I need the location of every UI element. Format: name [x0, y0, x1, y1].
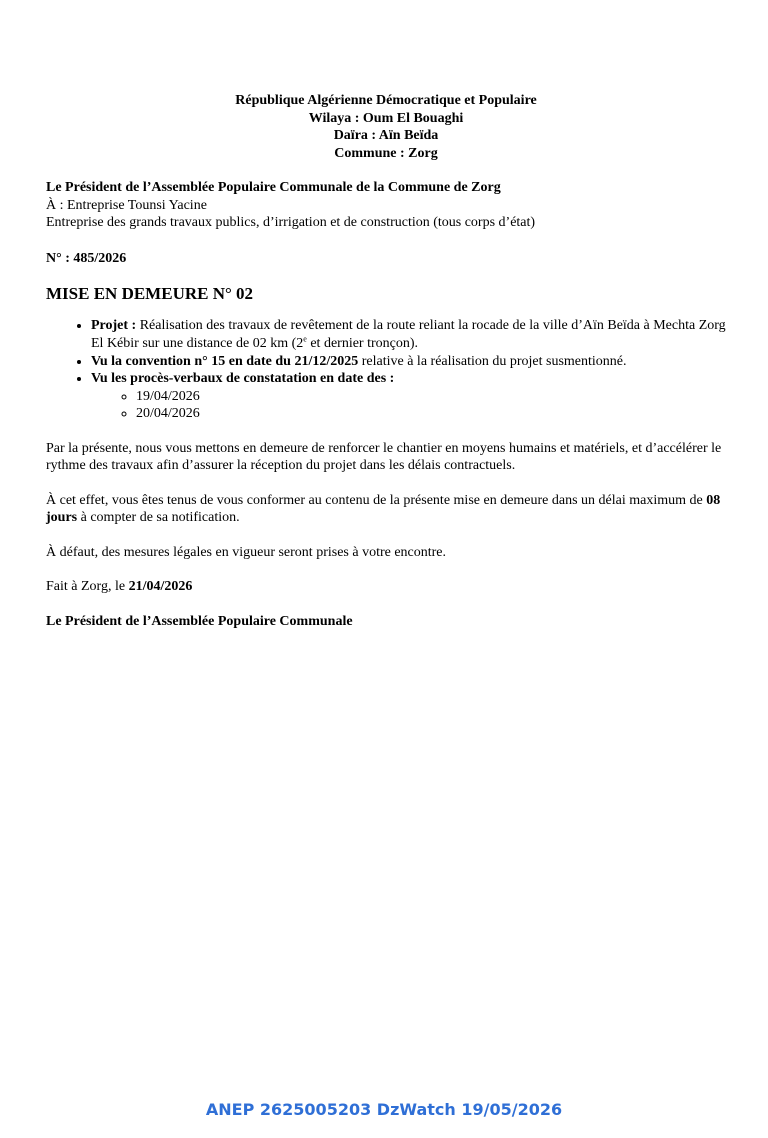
- place-date-line: [46, 578, 726, 596]
- deadline-text-after: à compter de sa notification.: [77, 510, 240, 526]
- projet-text-end: et dernier tronçon).: [306, 335, 419, 351]
- pv-label: Vu les procès-verbaux de constatation en date des :: [91, 371, 395, 387]
- header-commune: Commune : Zorg: [334, 145, 438, 161]
- recipient-line: À : Entreprise Tounsi Yacine: [46, 197, 207, 213]
- header-daira: Daïra : Aïn Beïda: [333, 128, 439, 144]
- convention-text: relative à la réalisation du projet susmentionné.: [358, 353, 627, 369]
- footer-watermark: ANEP 2625005203 DzWatch 19/05/2026: [205, 1100, 563, 1119]
- list-item-projet: [91, 317, 726, 352]
- sender-line: Le Président de l’Assemblée Populaire Communale de la Commune de Zorg: [46, 180, 501, 196]
- reference-number: N° : 485/2026: [46, 250, 127, 266]
- pv-date-item: ◦ 20/04/2026: [136, 405, 726, 423]
- document-header: [176, 92, 596, 162]
- paragraph-demand: Par la présente, nous vous mettons en demeure de renforcer le chantier en moyens humains et matériels, et d’accélérer le rythme des travaux afin d’assurer la réception du projet dans les délais contractuels.: [46, 440, 722, 474]
- projet-label: Projet :: [91, 318, 137, 334]
- projet-text: Réalisation des travaux de revêtement de la route reliant la rocade de la ville d’Aïn Beïda à Mechta Zorg El Kébir sur une distance de 02 km (2: [91, 318, 726, 351]
- issue-date: 21/04/2026: [128, 579, 193, 595]
- address-block: [46, 179, 726, 232]
- considerations-list: [46, 317, 726, 423]
- deadline-duration: 08 jours: [46, 492, 721, 526]
- pv-date-item: ◦ 19/04/2026: [136, 388, 726, 406]
- recipient-description: Entreprise des grands travaux publics, d’irrigation et de construction (tous corps d’état): [46, 215, 536, 231]
- document-title: MISE EN DEMEURE N° 02: [46, 284, 254, 304]
- list-item-convention: [91, 353, 726, 371]
- place-prefix: Fait à Zorg, le: [46, 579, 129, 595]
- paragraph-consequences: À défaut, des mesures légales en vigueur seront prises à votre encontre.: [46, 544, 447, 560]
- document-page: [46, 92, 726, 630]
- signature-line: Le Président de l’Assemblée Populaire Communale: [46, 613, 353, 629]
- header-republic: République Algérienne Démocratique et Populaire: [235, 93, 537, 108]
- list-item-pv: [91, 370, 726, 423]
- projet-superscript: e: [303, 334, 307, 344]
- pv-dates-list: [91, 388, 726, 423]
- header-wilaya: Wilaya : Oum El Bouaghi: [308, 110, 464, 126]
- paragraph-deadline: [46, 492, 726, 527]
- convention-label: Vu la convention n° 15 en date du 21/12/2025: [91, 353, 359, 369]
- deadline-text-before: À cet effet, vous êtes tenus de vous conformer au contenu de la présente mise en demeure dans un délai maximum de: [46, 492, 707, 508]
